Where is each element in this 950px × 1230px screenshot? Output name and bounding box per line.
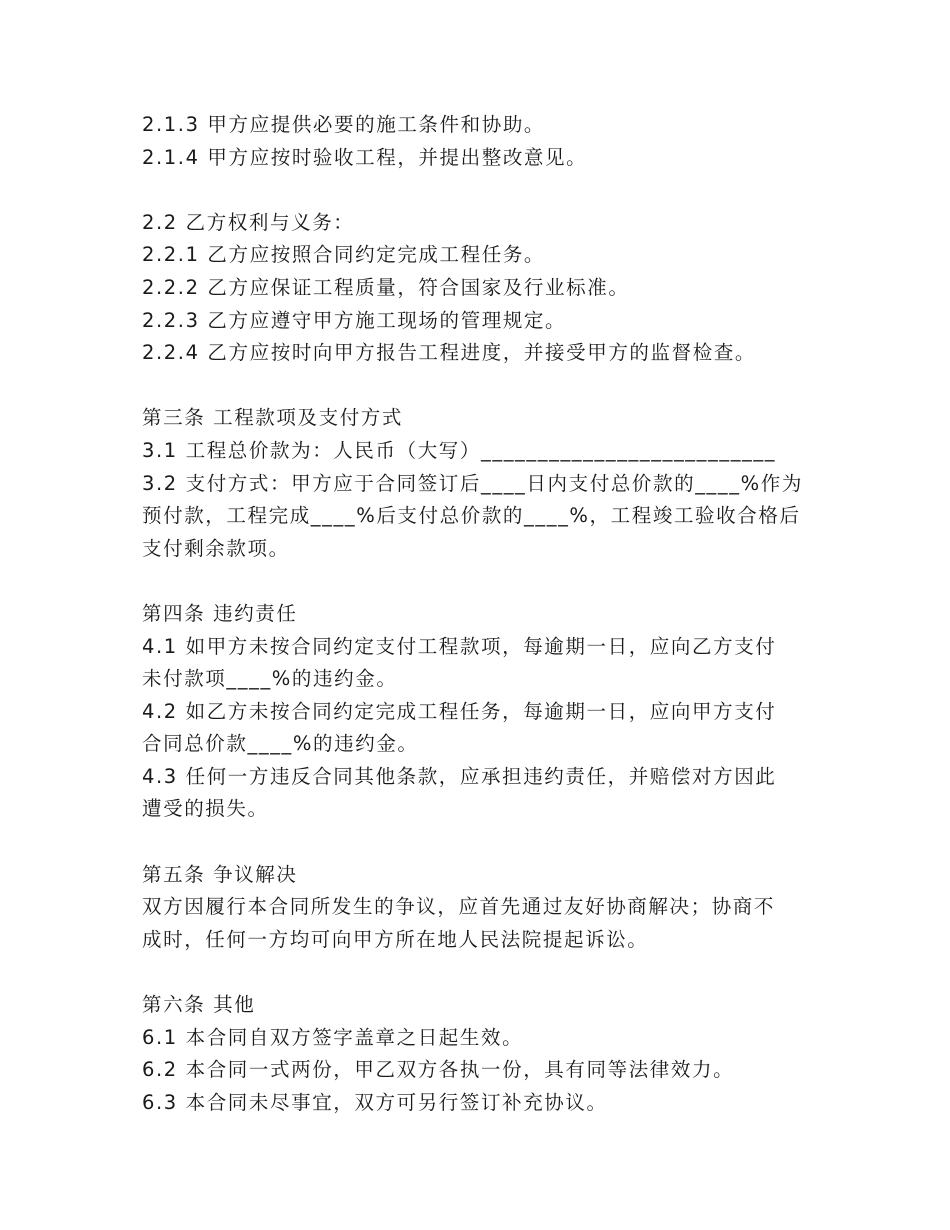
section-heading: 第六条 其他: [142, 993, 256, 1017]
text-line: 6.3 本合同未尽事宜，双方可另行签订补充协议。: [142, 1090, 608, 1114]
text-line: 2.2.3 乙方应遵守甲方施工现场的管理规定。: [142, 308, 567, 332]
section-s5: [142, 859, 807, 957]
text-line: 未付款项____%的违约金。: [142, 667, 398, 691]
text-line: 4.2 如乙方未按合同约定完成工程任务，每逾期一日，应向甲方支付: [142, 699, 777, 723]
section-s4: [142, 598, 807, 826]
section-gap: [142, 174, 807, 207]
text-line: 3.2 支付方式：甲方应于合同签订后____日内支付总价款的____%作为: [142, 471, 803, 495]
section-s2-1-tail: [142, 109, 807, 174]
text-line: 6.2 本合同一式两份，甲乙双方各执一份，具有同等法律效力。: [142, 1058, 735, 1082]
text-line: 4.1 如甲方未按合同约定支付工程款项，每逾期一日，应向乙方支付: [142, 634, 777, 658]
text-line: 3.1 工程总价款为：人民币（大写）__________________________: [142, 438, 777, 462]
text-line: 双方因履行本合同所发生的争议，应首先通过友好协商解决；协商不: [142, 895, 776, 919]
section-gap: [142, 565, 807, 598]
section-heading: 第三条 工程款项及支付方式: [142, 406, 403, 430]
text-line: 支付剩余款项。: [142, 536, 290, 560]
text-line: 遭受的损失。: [142, 797, 269, 821]
section-heading: 第四条 违约责任: [142, 601, 298, 625]
text-line: 6.1 本合同自双方签字盖章之日起生效。: [142, 1025, 524, 1049]
section-s2-2: [142, 207, 807, 370]
text-line: 2.1.3 甲方应提供必要的施工条件和协助。: [142, 113, 546, 136]
section-heading: 第五条 争议解决: [142, 862, 298, 886]
text-line: 2.2.2 乙方应保证工程质量，符合国家及行业标准。: [142, 275, 630, 299]
text-line: 预付款，工程完成____%后支付总价款的____%，工程竣工验收合格后: [142, 504, 801, 528]
text-line: 4.3 任何一方违反合同其他条款，应承担违约责任，并赔偿对方因此: [142, 764, 777, 788]
text-line: 2.2 乙方权利与义务：: [142, 210, 355, 234]
section-gap: [142, 826, 807, 859]
text-line: 2.2.1 乙方应按照合同约定完成工程任务。: [142, 243, 546, 267]
section-s6: [142, 989, 807, 1119]
text-line: 成时，任何一方均可向甲方所在地人民法院提起诉讼。: [142, 927, 649, 951]
text-line: 合同总价款____%的违约金。: [142, 732, 419, 756]
section-s3: [142, 402, 807, 565]
section-gap: [142, 370, 807, 403]
section-gap: [142, 956, 807, 989]
document-body: [142, 109, 807, 1119]
text-line: 2.2.4 乙方应按时向甲方报告工程进度，并接受甲方的监督检查。: [142, 341, 757, 365]
text-line: 2.1.4 甲方应按时验收工程，并提出整改意见。: [142, 145, 588, 169]
